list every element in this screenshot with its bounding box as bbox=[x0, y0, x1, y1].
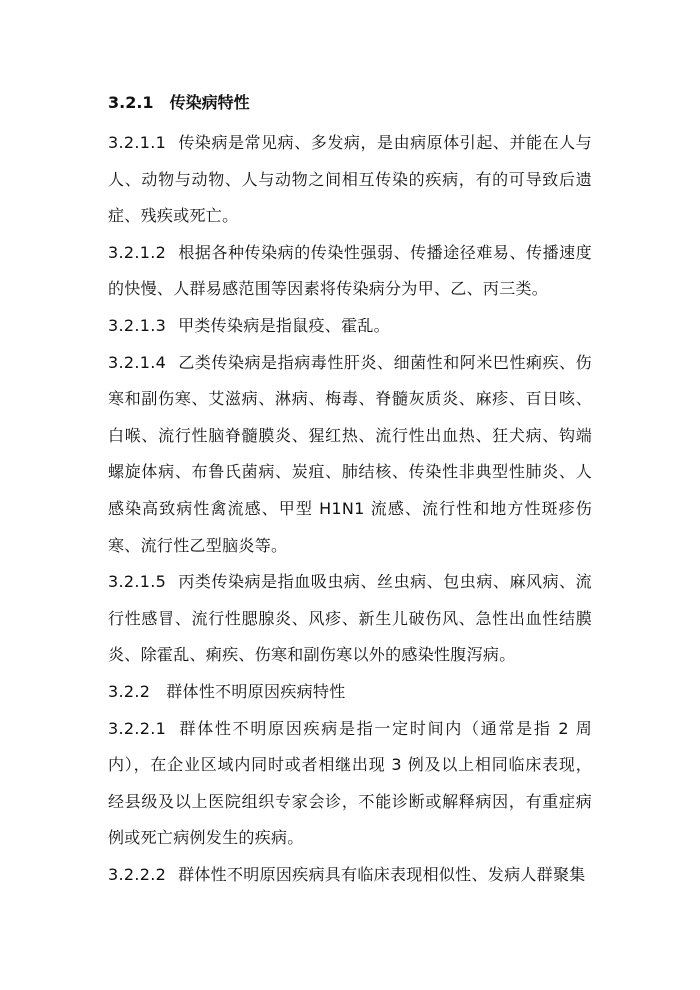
subsection-heading-3-2-2 bbox=[108, 674, 592, 711]
section-heading-title: 传染病特性 bbox=[169, 93, 250, 112]
paragraph-3-2-1-1 bbox=[108, 125, 592, 235]
paragraph-number: 3.2.1.4 bbox=[108, 352, 167, 372]
paragraph-text: 乙类传染病是指病毒性肝炎、细菌性和阿米巴性痢疾、伤寒和副伤寒、艾滋病、淋病、梅毒、脊髓灰质炎、麻疹、百日咳、白喉、流行性脑脊髓膜炎、猩红热、流行性出血热、狂犬病、钩端螺旋体病、布鲁氏菌病、炭疽、肺结核、传染性非典型性肺炎、人感染高致病性禽流感、甲型 H1N1 流感、流行性和地方性斑疹伤寒、流行性乙型脑炎等。 bbox=[108, 352, 592, 555]
paragraph-text: 群体性不明原因疾病具有临床表现相似性、发病人群聚集 bbox=[178, 864, 586, 884]
paragraph-number: 3.2.1.5 bbox=[108, 572, 167, 592]
paragraph-3-2-2-1 bbox=[108, 711, 592, 857]
paragraph-3-2-1-5 bbox=[108, 564, 592, 674]
paragraph-text: 根据各种传染病的传染性强弱、传播途径难易、传播速度的快慢、人群易感范围等因素将传染病分为甲、乙、丙三类。 bbox=[108, 242, 592, 299]
paragraph-text: 丙类传染病是指血吸虫病、丝虫病、包虫病、麻风病、流行性感冒、流行性腮腺炎、风疹、新生儿破伤风、急性出血性结膜炎、除霍乱、痢疾、伤寒和副伤寒以外的感染性腹泻病。 bbox=[108, 572, 592, 665]
section-heading bbox=[108, 91, 592, 115]
paragraph-text: 群体性不明原因疾病是指一定时间内（通常是指 2 周内），在企业区域内同时或者相继出现 3 例及以上相同临床表现，经县级及以上医院组织专家会诊，不能诊断或解释病因，有重症病例或死亡病例发生的疾病。 bbox=[108, 718, 592, 848]
paragraph-3-2-1-3 bbox=[108, 308, 592, 345]
paragraph-text: 甲类传染病是指鼠疫、霍乱。 bbox=[178, 315, 390, 335]
paragraph-number: 3.2.2.1 bbox=[108, 718, 167, 738]
subsection-number: 3.2.2 bbox=[108, 681, 151, 701]
paragraph-number: 3.2.1.3 bbox=[108, 315, 167, 335]
paragraph-number: 3.2.1.1 bbox=[108, 133, 167, 152]
paragraph-number: 3.2.1.2 bbox=[108, 242, 167, 262]
paragraph-text: 传染病是常见病、多发病，是由病原体引起、并能在人与人、动物与动物、人与动物之间相互传染的疾病，有的可导致后遗症、残疾或死亡。 bbox=[108, 133, 592, 226]
paragraph-3-2-1-2 bbox=[108, 235, 592, 308]
paragraph-3-2-2-2 bbox=[108, 857, 592, 894]
subsection-title: 群体性不明原因疾病特性 bbox=[166, 681, 346, 701]
paragraph-3-2-1-4 bbox=[108, 345, 592, 565]
paragraph-number: 3.2.2.2 bbox=[108, 864, 167, 884]
section-heading-number: 3.2.1 bbox=[108, 93, 154, 112]
